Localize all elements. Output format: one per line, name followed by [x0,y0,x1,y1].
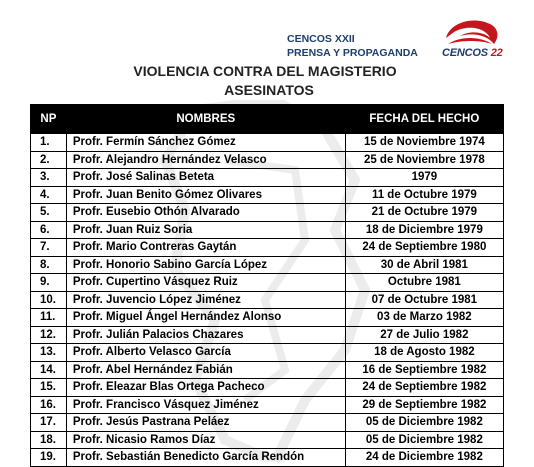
event-date: 05 de Diciembre 1982 [345,414,503,432]
event-date: 29 de Septiembre 1982 [345,396,503,414]
logo-wordmark [442,47,503,59]
table-row [31,239,504,257]
row-number: 4. [31,186,67,204]
column-header-names: NOMBRES [66,105,345,134]
victim-name: Profr. Francisco Vásquez Jiménez [66,396,345,414]
victim-name: Profr. Cupertino Vásquez Ruiz [66,274,345,292]
row-number: 16. [31,396,67,414]
row-number: 10. [31,291,67,309]
table-row [31,379,504,397]
victims-table [30,104,504,467]
table-row [31,449,504,467]
event-date: 21 de Octubre 1979 [345,204,503,222]
row-number: 6. [31,221,67,239]
victim-name: Profr. Miguel Ángel Hernández Alonso [66,309,345,327]
table-row [31,221,504,239]
logo-text: CENCOS [442,47,488,59]
row-number: 12. [31,326,67,344]
event-date: 07 de Octubre 1981 [345,291,503,309]
row-number: 2. [31,151,67,169]
org-name: CENCOS XXII [287,33,355,45]
table-body [31,134,504,467]
table-row [31,134,504,152]
table-row [31,291,504,309]
column-header-np: NP [31,105,67,134]
victim-name: Profr. Juan Ruiz Soria [66,221,345,239]
table-row [31,414,504,432]
victim-name: Profr. José Salinas Beteta [66,169,345,187]
row-number: 9. [31,274,67,292]
table-row [31,204,504,222]
victim-name: Profr. Mario Contreras Gaytán [66,239,345,257]
event-date: 03 de Marzo 1982 [345,309,503,327]
table-row [31,361,504,379]
victim-name: Profr. Sebastián Benedicto García Rendón [66,449,345,467]
table-row [31,256,504,274]
victim-name: Profr. Alejandro Hernández Velasco [66,151,345,169]
event-date: 24 de Diciembre 1982 [345,449,503,467]
victim-name: Profr. Juvencio López Jiménez [66,291,345,309]
event-date: 18 de Diciembre 1979 [345,221,503,239]
document-subtitle: ASESINATOS [224,82,314,98]
table-row [31,344,504,362]
document-title: VIOLENCIA CONTRA DEL MAGISTERIO [133,63,397,79]
row-number: 13. [31,344,67,362]
row-number: 5. [31,204,67,222]
row-number: 1. [31,134,67,152]
row-number: 18. [31,431,67,449]
victim-name: Profr. Honorio Sabino García López [66,256,345,274]
row-number: 14. [31,361,67,379]
event-date: 11 de Octubre 1979 [345,186,503,204]
victim-name: Profr. Julián Palacios Chazares [66,326,345,344]
victim-name: Profr. Abel Hernández Fabián [66,361,345,379]
event-date: 30 de Abril 1981 [345,256,503,274]
column-header-date: FECHA DEL HECHO [345,105,503,134]
victim-name: Profr. Jesús Pastrana Peláez [66,414,345,432]
row-number: 17. [31,414,67,432]
table-header-row [31,105,504,134]
row-number: 19. [31,449,67,467]
table-row [31,186,504,204]
organization-header [287,32,437,60]
victim-name: Profr. Alberto Velasco García [66,344,345,362]
event-date: Octubre 1981 [345,274,503,292]
victim-name: Profr. Juan Benito Gómez Olivares [66,186,345,204]
victim-name: Profr. Fermín Sánchez Gómez [66,134,345,152]
event-date: 05 de Diciembre 1982 [345,431,503,449]
row-number: 11. [31,309,67,327]
table-row [31,431,504,449]
event-date: 16 de Septiembre 1982 [345,361,503,379]
row-number: 8. [31,256,67,274]
row-number: 7. [31,239,67,257]
event-date: 18 de Agosto 1982 [345,344,503,362]
event-date: 27 de Julio 1982 [345,326,503,344]
victim-name: Profr. Eleazar Blas Ortega Pacheco [66,379,345,397]
victim-name: Profr. Eusebio Othón Alvarado [66,204,345,222]
table-row [31,151,504,169]
table-row [31,274,504,292]
row-number: 3. [31,169,67,187]
victim-name: Profr. Nicasio Ramos Díaz [66,431,345,449]
table-row [31,326,504,344]
event-date: 24 de Septiembre 1982 [345,379,503,397]
org-department: PRENSA Y PROPAGANDA [287,47,418,59]
table-row [31,396,504,414]
event-date: 25 de Noviembre 1978 [345,151,503,169]
logo-number: 22 [490,47,503,59]
row-number: 15. [31,379,67,397]
table-row [31,309,504,327]
table-row [31,169,504,187]
event-date: 24 de Septiembre 1980 [345,239,503,257]
event-date: 15 de Noviembre 1974 [345,134,503,152]
event-date: 1979 [345,169,503,187]
